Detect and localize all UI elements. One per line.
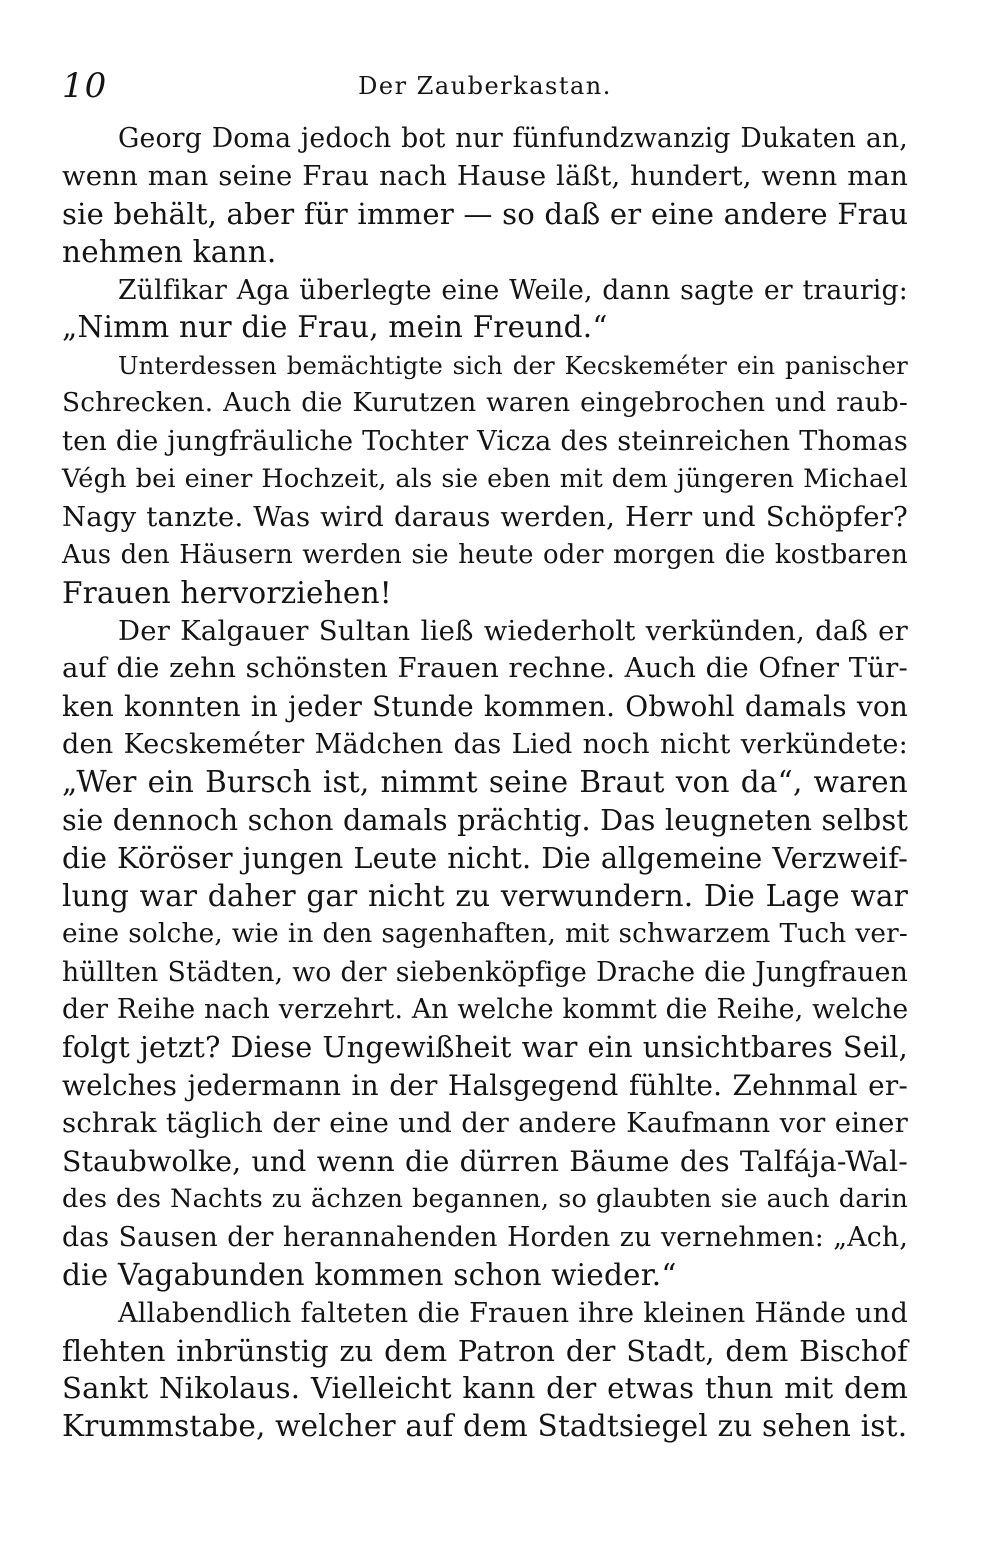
text-line: Krummstabe, welcher auf dem Stadtsiegel zu sehen ist.: [62, 1409, 908, 1444]
text-line: auf die zehn schönsten Frauen rechne. Auch die Ofner Tür-: [62, 652, 908, 685]
text-line: Staubwolke, und wenn die dürren Bäume des Talfája-Wal-: [62, 1145, 908, 1179]
text-line: den Kecskeméter Mädchen das Lied noch nicht verkündete:: [62, 729, 908, 761]
text-line: Georg Doma jedoch bot nur fünfundzwanzig Dukaten an,: [118, 123, 908, 154]
text-line: ken konnten in jeder Stunde kommen. Obwohl damals von: [62, 690, 908, 724]
text-line: Schrecken. Auch die Kurutzen waren eingebrochen und raub-: [62, 388, 908, 419]
text-line: folgt jetzt? Diese Ungewißheit war ein unsichtbares Seil,: [62, 1030, 908, 1065]
text-line: die Vagabunden kommen schon wieder.“: [62, 1257, 677, 1292]
text-line: Zülfikar Aga überlegte eine Weile, dann sagte er traurig:: [118, 274, 908, 306]
text-line: Der Kalgauer Sultan ließ wiederholt verkünden, daß er: [118, 614, 908, 647]
text-line: eine solche, wie in den sagenhaften, mit schwarzem Tuch ver-: [62, 918, 908, 949]
paragraph: [62, 347, 908, 612]
text-line: Unterdessen bemächtigte sich der Kecskeméter ein panischer: [118, 351, 908, 381]
page-number: 10: [62, 66, 108, 106]
paragraph: [62, 613, 908, 1295]
page-header: [62, 62, 908, 112]
text-line: welches jedermann in der Halsgegend fühlte. Zehnmal er-: [62, 1069, 908, 1103]
text-line: nehmen kann.: [62, 234, 277, 269]
text-line: sie dennoch schon damals prächtig. Das leugneten selbst: [62, 803, 909, 838]
paragraph: [62, 120, 908, 272]
text-line: flehten inbrünstig zu dem Patron der Stadt, dem Bischof: [62, 1333, 908, 1368]
paragraph: [62, 272, 908, 348]
text-line: Aus den Häusern werden sie heute oder morgen die kostbaren: [62, 539, 908, 570]
text-line: das Sausen der herannahenden Horden zu vernehmen: „Ach,: [62, 1221, 908, 1253]
text-line: lung war daher gar nicht zu verwundern. Die Lage war: [62, 878, 908, 913]
text-line: schrak täglich der eine und der andere Kaufmann vor einer: [62, 1107, 908, 1140]
text-line: Nagy tanzte. Was wird daraus werden, Herr und Schöpfer?: [62, 500, 908, 533]
text-line: Sankt Nikolaus. Vielleicht kann der etwas thun mit dem: [62, 1371, 908, 1406]
text-line: hüllten Städten, wo der siebenköpfige Drache die Jungfrauen: [62, 956, 908, 988]
body-text: [62, 120, 908, 1446]
paragraph: [62, 1295, 908, 1447]
text-line: Frauen hervorziehen!: [62, 575, 392, 610]
running-title: Der Zauberkastan.: [358, 72, 612, 100]
text-line: der Reihe nach verzehrt. An welche kommt die Reihe, welche: [62, 994, 909, 1026]
text-line: wenn man seine Frau nach Hause läßt, hundert, wenn man: [62, 159, 908, 192]
text-line: „Nimm nur die Frau, mein Freund.“: [62, 310, 608, 345]
text-line: „Wer ein Bursch ist, nimmt seine Braut von da“, waren: [62, 765, 908, 800]
text-line: des des Nachts zu ächzen begannen, so glaubten sie auch darin: [62, 1183, 908, 1214]
text-line: Végh bei einer Hochzeit, als sie eben mit dem jüngeren Michael: [62, 464, 908, 495]
text-line: Allabendlich falteten die Frauen ihre kleinen Hände und: [118, 1297, 908, 1329]
text-line: ten die jungfräuliche Tochter Vicza des steinreichen Thomas: [62, 426, 908, 458]
text-line: die Köröser jungen Leute nicht. Die allgemeine Verzweif-: [62, 840, 908, 875]
text-line: sie behält, aber für immer — so daß er eine andere Frau: [62, 196, 909, 231]
